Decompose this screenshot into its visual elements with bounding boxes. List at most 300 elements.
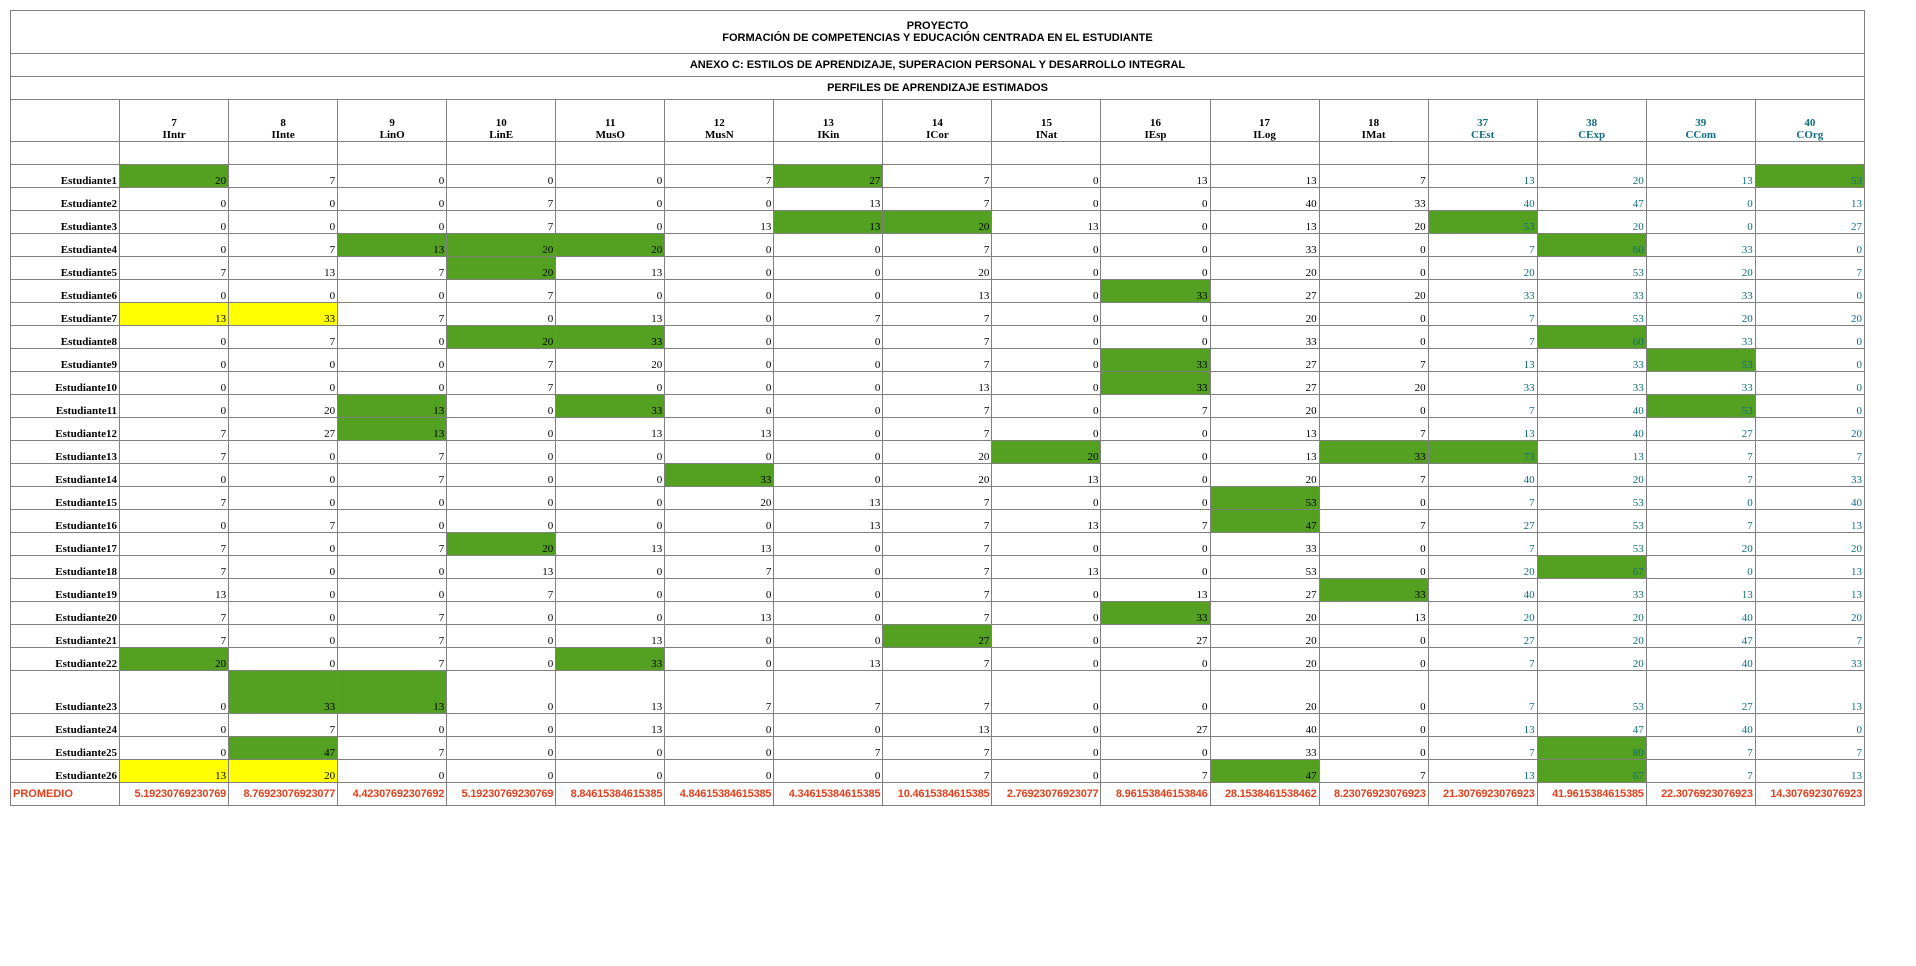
score-cell: 13 bbox=[883, 714, 992, 737]
score-cell: 0 bbox=[992, 671, 1101, 714]
average-value: 4.84615384615385 bbox=[665, 783, 774, 806]
score-cell: 0 bbox=[774, 257, 883, 280]
score-cell: 0 bbox=[120, 349, 229, 372]
column-code: IInte bbox=[271, 129, 295, 141]
score-cell: 20 bbox=[1537, 464, 1646, 487]
column-header-cest bbox=[1428, 100, 1537, 142]
table-row bbox=[11, 556, 1865, 579]
score-cell: 0 bbox=[338, 579, 447, 602]
score-cell: 40 bbox=[1210, 188, 1319, 211]
score-cell: 7 bbox=[1319, 760, 1428, 783]
score-cell: 0 bbox=[447, 441, 556, 464]
score-cell: 20 bbox=[1319, 211, 1428, 234]
score-cell: 60 bbox=[1537, 326, 1646, 349]
score-cell: 33 bbox=[1646, 372, 1755, 395]
score-cell: 13 bbox=[1537, 441, 1646, 464]
column-header-cexp bbox=[1537, 100, 1646, 142]
column-number: 18 bbox=[1368, 117, 1380, 129]
score-cell: 7 bbox=[1319, 349, 1428, 372]
score-cell: 33 bbox=[556, 326, 665, 349]
score-cell: 0 bbox=[1755, 714, 1864, 737]
student-name: Estudiante13 bbox=[11, 441, 120, 464]
score-cell: 7 bbox=[883, 648, 992, 671]
score-cell: 20 bbox=[556, 349, 665, 372]
score-cell: 0 bbox=[447, 737, 556, 760]
score-cell: 0 bbox=[120, 188, 229, 211]
score-cell: 53 bbox=[1537, 257, 1646, 280]
student-name: Estudiante18 bbox=[11, 556, 120, 579]
student-name: Estudiante2 bbox=[11, 188, 120, 211]
score-cell: 0 bbox=[1319, 714, 1428, 737]
score-cell: 0 bbox=[338, 211, 447, 234]
score-cell: 0 bbox=[120, 234, 229, 257]
score-cell: 20 bbox=[229, 760, 338, 783]
column-header-muso bbox=[556, 100, 665, 142]
column-number: 12 bbox=[713, 117, 725, 129]
score-cell: 13 bbox=[665, 211, 774, 234]
score-cell: 0 bbox=[338, 510, 447, 533]
table-row bbox=[11, 303, 1865, 326]
score-cell: 7 bbox=[1646, 760, 1755, 783]
table-row bbox=[11, 464, 1865, 487]
score-cell: 0 bbox=[992, 487, 1101, 510]
score-cell: 0 bbox=[774, 418, 883, 441]
score-cell: 0 bbox=[556, 510, 665, 533]
score-cell: 33 bbox=[1755, 464, 1864, 487]
score-cell: 47 bbox=[1210, 760, 1319, 783]
spacer-row bbox=[11, 142, 1865, 165]
score-cell: 7 bbox=[120, 418, 229, 441]
score-cell: 0 bbox=[120, 372, 229, 395]
student-name: Estudiante8 bbox=[11, 326, 120, 349]
score-cell: 0 bbox=[1755, 234, 1864, 257]
score-cell: 20 bbox=[1210, 671, 1319, 714]
column-header-icor bbox=[883, 100, 992, 142]
score-cell: 0 bbox=[665, 441, 774, 464]
score-cell: 0 bbox=[992, 326, 1101, 349]
score-cell: 33 bbox=[1319, 441, 1428, 464]
score-cell: 7 bbox=[120, 625, 229, 648]
empty-cell bbox=[120, 142, 229, 165]
empty-cell bbox=[11, 142, 120, 165]
score-cell: 7 bbox=[1101, 760, 1210, 783]
score-cell: 13 bbox=[1755, 556, 1864, 579]
score-cell: 0 bbox=[229, 211, 338, 234]
score-cell: 0 bbox=[774, 280, 883, 303]
table-row bbox=[11, 257, 1865, 280]
score-cell: 0 bbox=[338, 714, 447, 737]
score-cell: 13 bbox=[992, 556, 1101, 579]
score-cell: 0 bbox=[1319, 533, 1428, 556]
empty-cell bbox=[1428, 142, 1537, 165]
score-cell: 0 bbox=[447, 625, 556, 648]
score-cell: 7 bbox=[883, 760, 992, 783]
student-name: Estudiante26 bbox=[11, 760, 120, 783]
score-cell: 33 bbox=[1755, 648, 1864, 671]
column-code: IEsp bbox=[1144, 129, 1167, 141]
score-cell: 13 bbox=[992, 464, 1101, 487]
score-cell: 27 bbox=[1101, 625, 1210, 648]
column-code: ICor bbox=[926, 129, 949, 141]
column-number: 8 bbox=[280, 117, 286, 129]
score-cell: 7 bbox=[338, 602, 447, 625]
score-cell: 13 bbox=[774, 211, 883, 234]
score-cell: 20 bbox=[665, 487, 774, 510]
average-value: 28.1538461538462 bbox=[1210, 783, 1319, 806]
header-corner bbox=[11, 100, 120, 142]
table-row bbox=[11, 533, 1865, 556]
column-code: ILog bbox=[1253, 129, 1276, 141]
score-cell: 0 bbox=[1319, 625, 1428, 648]
empty-cell bbox=[665, 142, 774, 165]
score-cell: 0 bbox=[665, 395, 774, 418]
table-row bbox=[11, 280, 1865, 303]
score-cell: 13 bbox=[665, 602, 774, 625]
score-cell: 20 bbox=[229, 395, 338, 418]
score-cell: 13 bbox=[556, 257, 665, 280]
score-cell: 0 bbox=[1319, 671, 1428, 714]
score-cell: 0 bbox=[1319, 395, 1428, 418]
score-cell: 0 bbox=[229, 602, 338, 625]
score-cell: 33 bbox=[229, 303, 338, 326]
score-cell: 7 bbox=[338, 257, 447, 280]
score-cell: 0 bbox=[992, 760, 1101, 783]
average-value: 4.42307692307692 bbox=[338, 783, 447, 806]
score-cell: 0 bbox=[447, 418, 556, 441]
score-cell: 13 bbox=[883, 372, 992, 395]
column-header-corg bbox=[1755, 100, 1864, 142]
average-value: 10.4615384615385 bbox=[883, 783, 992, 806]
score-cell: 40 bbox=[1210, 714, 1319, 737]
score-cell: 0 bbox=[338, 372, 447, 395]
score-cell: 7 bbox=[338, 533, 447, 556]
score-cell: 0 bbox=[1755, 395, 1864, 418]
score-cell: 7 bbox=[883, 510, 992, 533]
score-cell: 53 bbox=[1537, 510, 1646, 533]
score-cell: 20 bbox=[1210, 395, 1319, 418]
score-cell: 33 bbox=[1319, 188, 1428, 211]
average-value: 22.3076923076923 bbox=[1646, 783, 1755, 806]
score-cell: 20 bbox=[1755, 602, 1864, 625]
score-cell: 13 bbox=[1646, 165, 1755, 188]
score-cell: 7 bbox=[120, 257, 229, 280]
score-cell: 7 bbox=[883, 737, 992, 760]
score-cell: 53 bbox=[1646, 395, 1755, 418]
empty-cell bbox=[883, 142, 992, 165]
column-code: LinO bbox=[379, 129, 405, 141]
score-cell: 27 bbox=[1428, 625, 1537, 648]
score-cell: 20 bbox=[1428, 602, 1537, 625]
score-cell: 13 bbox=[1755, 579, 1864, 602]
table-row bbox=[11, 188, 1865, 211]
score-cell: 7 bbox=[1428, 303, 1537, 326]
empty-cell bbox=[1101, 142, 1210, 165]
score-cell: 0 bbox=[447, 395, 556, 418]
table-row bbox=[11, 487, 1865, 510]
score-cell: 7 bbox=[665, 165, 774, 188]
score-cell: 0 bbox=[120, 671, 229, 714]
score-cell: 33 bbox=[1319, 579, 1428, 602]
average-value: 14.3076923076923 bbox=[1755, 783, 1864, 806]
score-cell: 7 bbox=[120, 441, 229, 464]
score-cell: 27 bbox=[1210, 579, 1319, 602]
student-name: Estudiante6 bbox=[11, 280, 120, 303]
score-cell: 7 bbox=[120, 533, 229, 556]
score-cell: 47 bbox=[1537, 188, 1646, 211]
score-cell: 53 bbox=[1210, 487, 1319, 510]
student-name: Estudiante5 bbox=[11, 257, 120, 280]
score-cell: 0 bbox=[1101, 487, 1210, 510]
score-cell: 0 bbox=[1101, 556, 1210, 579]
score-cell: 20 bbox=[1755, 533, 1864, 556]
empty-cell bbox=[1755, 142, 1864, 165]
column-header-iesp bbox=[1101, 100, 1210, 142]
score-cell: 13 bbox=[992, 510, 1101, 533]
score-cell: 27 bbox=[1210, 372, 1319, 395]
score-cell: 0 bbox=[774, 395, 883, 418]
student-name: Estudiante22 bbox=[11, 648, 120, 671]
score-cell: 0 bbox=[338, 326, 447, 349]
score-cell: 0 bbox=[774, 625, 883, 648]
score-cell: 0 bbox=[556, 165, 665, 188]
student-name: Estudiante15 bbox=[11, 487, 120, 510]
score-cell: 47 bbox=[1646, 625, 1755, 648]
score-cell: 0 bbox=[774, 579, 883, 602]
table-row bbox=[11, 625, 1865, 648]
score-cell: 0 bbox=[338, 349, 447, 372]
column-number: 17 bbox=[1259, 117, 1271, 129]
score-cell: 0 bbox=[447, 714, 556, 737]
score-cell: 0 bbox=[774, 372, 883, 395]
student-name: Estudiante1 bbox=[11, 165, 120, 188]
column-code: CCom bbox=[1685, 129, 1716, 141]
score-cell: 13 bbox=[1646, 579, 1755, 602]
score-cell: 7 bbox=[1428, 737, 1537, 760]
score-cell: 20 bbox=[883, 441, 992, 464]
score-cell: 7 bbox=[1428, 671, 1537, 714]
empty-cell bbox=[774, 142, 883, 165]
score-cell: 0 bbox=[992, 625, 1101, 648]
empty-cell bbox=[556, 142, 665, 165]
score-cell: 0 bbox=[229, 188, 338, 211]
score-cell: 0 bbox=[1101, 257, 1210, 280]
score-cell: 27 bbox=[1755, 211, 1864, 234]
table-row bbox=[11, 602, 1865, 625]
score-cell: 0 bbox=[229, 349, 338, 372]
empty-cell bbox=[1210, 142, 1319, 165]
score-cell: 0 bbox=[120, 737, 229, 760]
score-cell: 33 bbox=[1537, 349, 1646, 372]
empty-cell bbox=[1646, 142, 1755, 165]
score-cell: 13 bbox=[1428, 349, 1537, 372]
score-cell: 20 bbox=[1646, 257, 1755, 280]
score-cell: 13 bbox=[1101, 165, 1210, 188]
score-cell: 7 bbox=[883, 487, 992, 510]
score-cell: 0 bbox=[992, 648, 1101, 671]
score-cell: 20 bbox=[447, 257, 556, 280]
score-cell: 7 bbox=[1101, 510, 1210, 533]
score-cell: 13 bbox=[1755, 671, 1864, 714]
score-cell: 13 bbox=[120, 303, 229, 326]
score-cell: 7 bbox=[883, 165, 992, 188]
score-cell: 7 bbox=[774, 671, 883, 714]
score-cell: 0 bbox=[1319, 234, 1428, 257]
student-name: Estudiante11 bbox=[11, 395, 120, 418]
score-cell: 13 bbox=[338, 395, 447, 418]
score-cell: 20 bbox=[1428, 257, 1537, 280]
score-cell: 7 bbox=[1319, 165, 1428, 188]
average-label: PROMEDIO bbox=[11, 783, 120, 806]
score-cell: 0 bbox=[556, 280, 665, 303]
column-number: 9 bbox=[389, 117, 395, 129]
score-cell: 7 bbox=[229, 326, 338, 349]
empty-cell bbox=[1319, 142, 1428, 165]
score-cell: 20 bbox=[1537, 648, 1646, 671]
score-cell: 40 bbox=[1428, 579, 1537, 602]
table-row bbox=[11, 441, 1865, 464]
score-cell: 0 bbox=[774, 234, 883, 257]
score-cell: 7 bbox=[447, 188, 556, 211]
score-cell: 0 bbox=[665, 280, 774, 303]
score-cell: 7 bbox=[338, 648, 447, 671]
score-cell: 13 bbox=[1101, 579, 1210, 602]
student-name: Estudiante17 bbox=[11, 533, 120, 556]
score-cell: 13 bbox=[1755, 760, 1864, 783]
score-cell: 33 bbox=[1101, 280, 1210, 303]
column-header-lino bbox=[338, 100, 447, 142]
score-cell: 33 bbox=[1210, 326, 1319, 349]
table-row bbox=[11, 372, 1865, 395]
score-cell: 7 bbox=[120, 602, 229, 625]
score-cell: 33 bbox=[1646, 280, 1755, 303]
score-cell: 13 bbox=[556, 671, 665, 714]
score-cell: 0 bbox=[992, 418, 1101, 441]
score-cell: 0 bbox=[556, 737, 665, 760]
score-cell: 20 bbox=[883, 464, 992, 487]
score-cell: 0 bbox=[229, 556, 338, 579]
column-code: LinE bbox=[489, 129, 514, 141]
column-number: 40 bbox=[1804, 117, 1816, 129]
score-cell: 20 bbox=[447, 533, 556, 556]
score-cell: 7 bbox=[120, 556, 229, 579]
score-cell: 0 bbox=[556, 464, 665, 487]
score-cell: 0 bbox=[992, 395, 1101, 418]
score-cell: 0 bbox=[992, 280, 1101, 303]
score-cell: 47 bbox=[1537, 714, 1646, 737]
score-cell: 13 bbox=[1755, 510, 1864, 533]
column-code: IIntr bbox=[162, 129, 186, 141]
score-cell: 27 bbox=[883, 625, 992, 648]
score-cell: 20 bbox=[1210, 602, 1319, 625]
score-cell: 7 bbox=[229, 234, 338, 257]
score-cell: 0 bbox=[338, 487, 447, 510]
score-cell: 13 bbox=[1428, 418, 1537, 441]
score-cell: 40 bbox=[1755, 487, 1864, 510]
score-cell: 0 bbox=[447, 510, 556, 533]
empty-cell bbox=[229, 142, 338, 165]
score-cell: 7 bbox=[883, 303, 992, 326]
score-cell: 0 bbox=[1101, 303, 1210, 326]
score-cell: 0 bbox=[774, 441, 883, 464]
score-cell: 20 bbox=[120, 648, 229, 671]
score-cell: 13 bbox=[556, 303, 665, 326]
score-cell: 53 bbox=[1646, 349, 1755, 372]
score-cell: 7 bbox=[1646, 464, 1755, 487]
score-cell: 0 bbox=[447, 487, 556, 510]
score-cell: 0 bbox=[120, 464, 229, 487]
score-cell: 13 bbox=[992, 211, 1101, 234]
score-cell: 0 bbox=[447, 303, 556, 326]
column-header-imat bbox=[1319, 100, 1428, 142]
score-cell: 7 bbox=[774, 737, 883, 760]
student-name: Estudiante7 bbox=[11, 303, 120, 326]
score-cell: 0 bbox=[774, 760, 883, 783]
score-cell: 20 bbox=[1428, 556, 1537, 579]
score-cell: 0 bbox=[1646, 487, 1755, 510]
score-cell: 13 bbox=[1428, 760, 1537, 783]
score-cell: 7 bbox=[883, 533, 992, 556]
score-cell: 20 bbox=[1319, 372, 1428, 395]
score-cell: 0 bbox=[665, 737, 774, 760]
score-cell: 0 bbox=[447, 464, 556, 487]
column-number: 7 bbox=[171, 117, 177, 129]
score-cell: 7 bbox=[447, 372, 556, 395]
table-row bbox=[11, 737, 1865, 760]
column-header-inat bbox=[992, 100, 1101, 142]
column-code: IMat bbox=[1361, 129, 1386, 141]
score-cell: 33 bbox=[1210, 533, 1319, 556]
score-cell: 0 bbox=[1319, 487, 1428, 510]
score-cell: 0 bbox=[774, 349, 883, 372]
score-cell: 7 bbox=[883, 234, 992, 257]
score-cell: 0 bbox=[992, 372, 1101, 395]
score-cell: 47 bbox=[229, 737, 338, 760]
score-cell: 0 bbox=[665, 326, 774, 349]
student-name: Estudiante16 bbox=[11, 510, 120, 533]
average-row bbox=[11, 783, 1865, 806]
score-cell: 33 bbox=[1101, 372, 1210, 395]
average-value: 8.84615384615385 bbox=[556, 783, 665, 806]
score-cell: 0 bbox=[1101, 648, 1210, 671]
score-cell: 20 bbox=[1755, 303, 1864, 326]
score-cell: 7 bbox=[1428, 326, 1537, 349]
score-cell: 0 bbox=[1101, 533, 1210, 556]
score-cell: 0 bbox=[229, 648, 338, 671]
score-cell: 20 bbox=[1210, 464, 1319, 487]
score-cell: 0 bbox=[774, 556, 883, 579]
column-header-iinte bbox=[229, 100, 338, 142]
score-cell: 33 bbox=[1646, 326, 1755, 349]
score-cell: 7 bbox=[1755, 441, 1864, 464]
score-cell: 20 bbox=[1210, 648, 1319, 671]
score-cell: 7 bbox=[883, 326, 992, 349]
average-value: 8.76923076923077 bbox=[229, 783, 338, 806]
score-cell: 0 bbox=[556, 760, 665, 783]
score-cell: 20 bbox=[447, 326, 556, 349]
score-cell: 7 bbox=[338, 303, 447, 326]
score-cell: 0 bbox=[120, 326, 229, 349]
score-cell: 0 bbox=[1101, 671, 1210, 714]
score-cell: 0 bbox=[1755, 349, 1864, 372]
score-cell: 20 bbox=[1210, 257, 1319, 280]
score-cell: 0 bbox=[556, 211, 665, 234]
project-subtitle: FORMACIÓN DE COMPETENCIAS Y EDUCACIÓN CENTRADA EN EL ESTUDIANTE bbox=[722, 32, 1153, 44]
score-cell: 20 bbox=[1537, 602, 1646, 625]
score-cell: 0 bbox=[665, 372, 774, 395]
score-cell: 0 bbox=[447, 671, 556, 714]
score-cell: 13 bbox=[338, 671, 447, 714]
score-cell: 7 bbox=[1646, 737, 1755, 760]
